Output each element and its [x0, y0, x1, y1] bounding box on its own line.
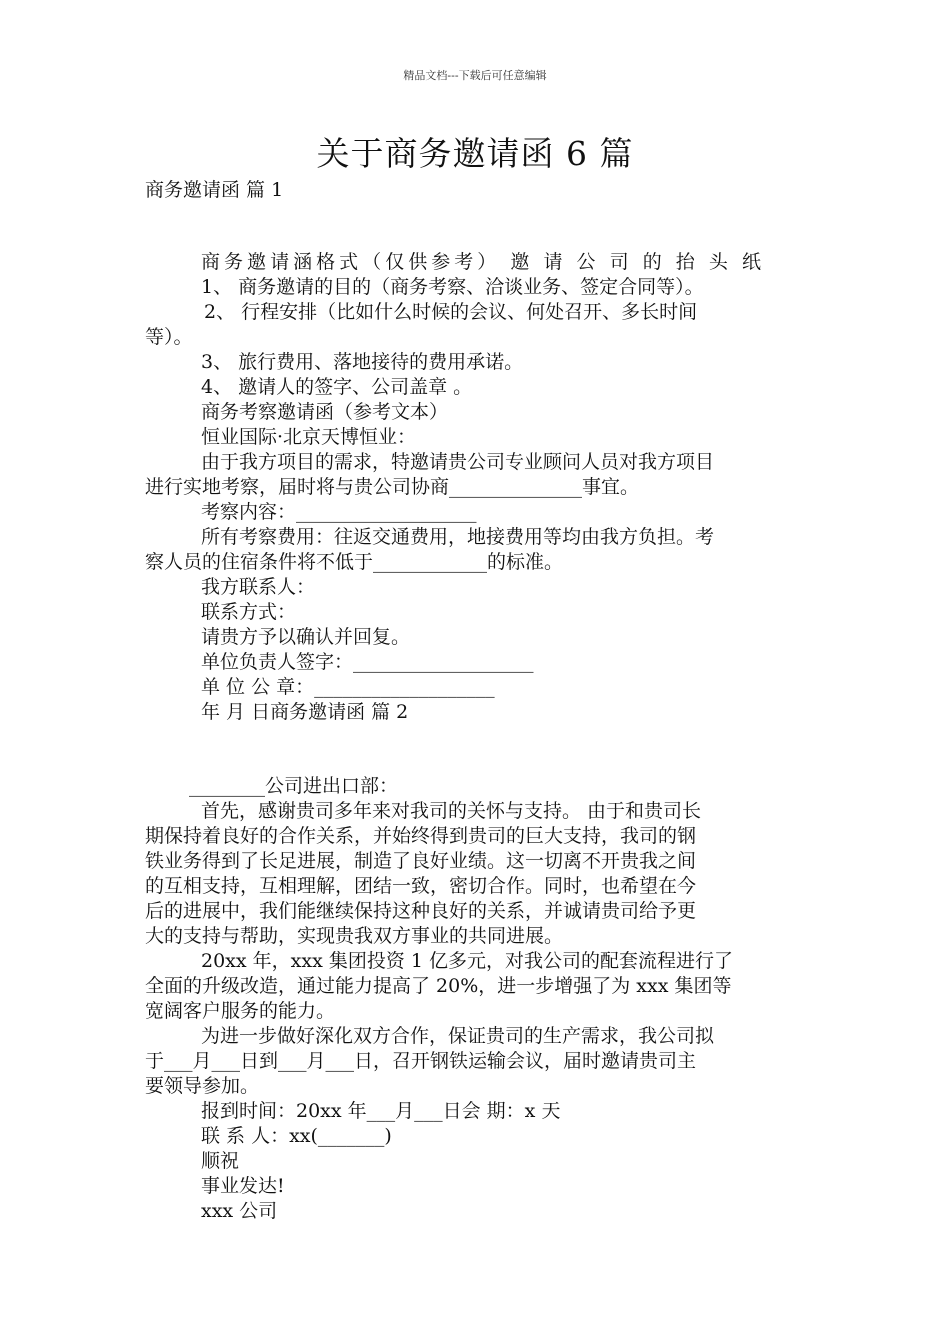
body-line: 铁业务得到了长足进展，制造了良好业绩。这一切离不开贵我之间	[145, 850, 697, 872]
body-line: 为进一步做好深化双方合作，保证贵司的生产需求，我公司拟	[201, 1025, 715, 1047]
closing-wish: 事业发达!	[201, 1175, 285, 1197]
section-heading-1: 商务邀请函 篇 1	[145, 179, 284, 201]
body-line: 后的进展中，我们能继续保持这种良好的关系，并诚请贵司给予更	[145, 900, 697, 922]
list-item-2-cont: 等）。	[145, 326, 193, 348]
list-item-1: 1、 商务邀请的目的（商务考察、洽谈业务、签定合同等）。	[201, 276, 704, 298]
date-and-section-heading-2: 年 月 日商务邀请函 篇 2	[201, 701, 409, 723]
contact-method: 联系方式：	[201, 601, 297, 623]
body-line: 所有考察费用：往返交通费用，地接费用等均由我方负担。考	[201, 526, 715, 548]
body-line: 要领导参加。	[145, 1075, 260, 1097]
page-header: 精品文档---下载后可任意编辑	[403, 69, 547, 82]
body-line: 于___月___日到___月___日，召开钢铁运输会议，届时邀请贵司主	[145, 1050, 697, 1072]
body-line: 进行实地考察，届时将与贵公司协商______________事宜。	[145, 476, 640, 498]
confirm-line: 请贵方予以确认并回复。	[201, 626, 411, 648]
signature-line: 单位负责人签字：___________________	[201, 651, 534, 673]
body-line: 察人员的住宿条件将不低于____________的标准。	[145, 551, 564, 573]
addressee-line: ________公司进出口部：	[189, 775, 399, 797]
body-line: 全面的升级改造，通过能力提高了 20%，进一步增强了为 xxx 集团等	[145, 975, 732, 997]
body-line: 20xx 年，xxx 集团投资 1 亿多元，对我公司的配套流程进行了	[201, 950, 734, 972]
body-line: 的互相支持，互相理解，团结一致，密切合作。同时，也希望在今	[145, 875, 697, 897]
recipient-line: 恒业国际·北京天博恒业：	[201, 426, 417, 448]
registration-time: 报到时间：20xx 年___月___日会 期：x 天	[201, 1100, 561, 1122]
body-line: 由于我方项目的需求，特邀请贵公司专业顾问人员对我方项目	[201, 451, 715, 473]
format-heading: 商务邀请涵格式（仅供参考） 邀 请 公 司 的 抬 头 纸	[201, 251, 761, 273]
body-line: 大的支持与帮助，实现贵我双方事业的共同进展。	[145, 925, 564, 947]
sender-company: xxx 公司	[201, 1200, 278, 1222]
body-line: 期保持着良好的合作关系，并始终得到贵司的巨大支持，我司的钢	[145, 825, 697, 847]
sample-heading: 商务考察邀请函（参考文本）	[201, 401, 449, 423]
closing-greeting: 顺祝	[201, 1150, 240, 1172]
body-line: 首先，感谢贵司多年来对我司的关怀与支持。 由于和贵司长	[201, 800, 702, 822]
document-title: 关于商务邀请函 6 篇	[316, 134, 634, 173]
list-item-2: 2、 行程安排（比如什么时候的会议、何处召开、多长时间	[204, 301, 698, 323]
list-item-4: 4、 邀请人的签字、公司盖章 。	[201, 376, 473, 398]
inspection-content: 考察内容：___________________	[201, 501, 477, 523]
list-item-3: 3、 旅行费用、落地接待的费用承诺。	[201, 351, 524, 373]
seal-line: 单 位 公 章：___________________	[201, 676, 495, 698]
contact-line: 联 系 人：xx(_______)	[201, 1125, 392, 1147]
contact-person: 我方联系人：	[201, 576, 316, 598]
body-line: 宽阔客户服务的能力。	[145, 1000, 336, 1022]
